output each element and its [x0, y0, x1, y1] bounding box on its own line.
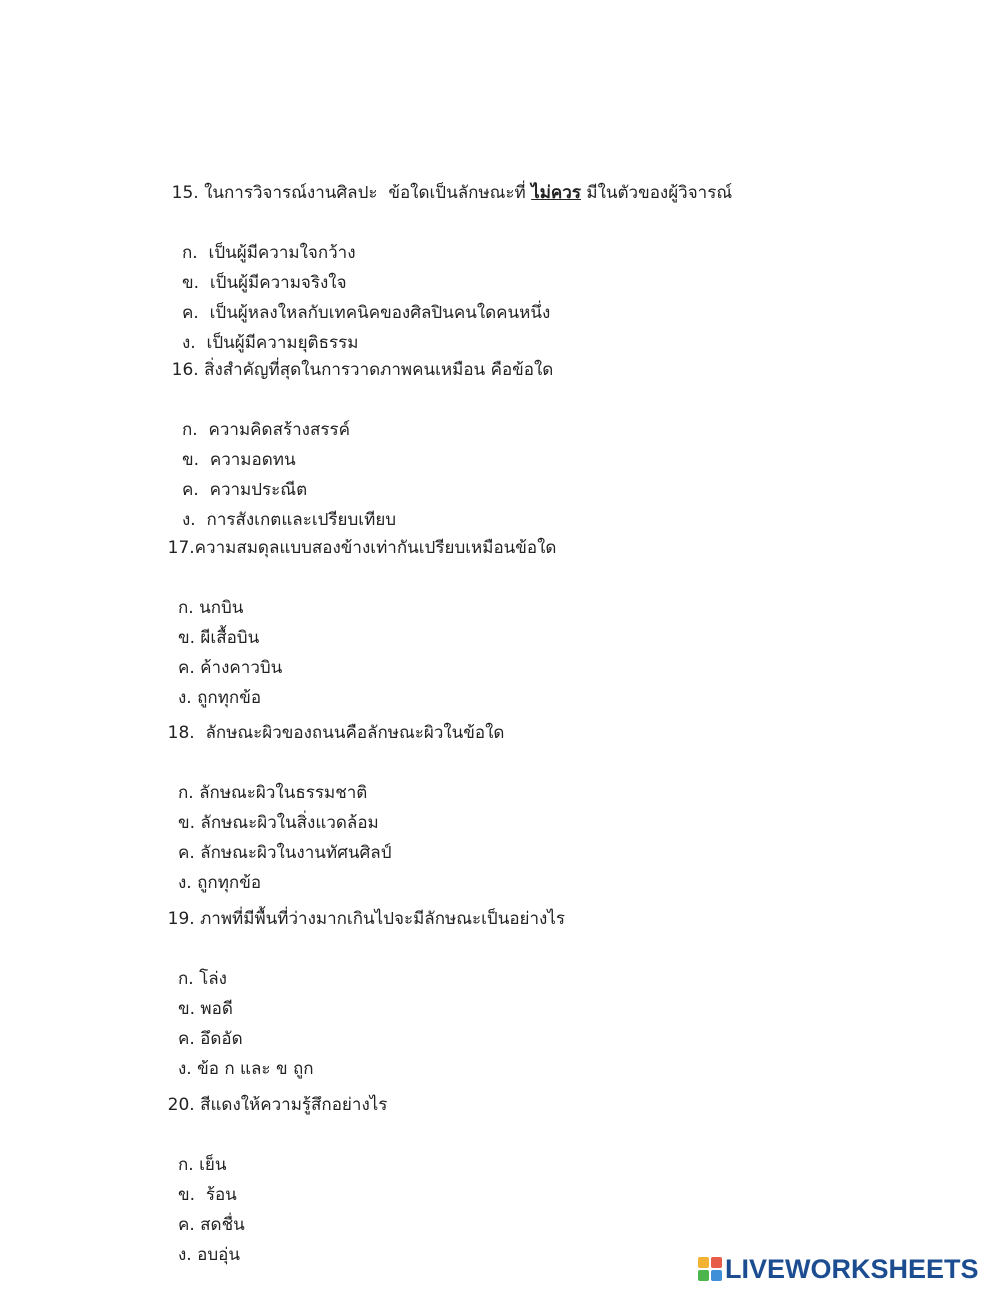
question-18	[0, 688, 1000, 898]
option-a[interactable]	[182, 415, 1000, 445]
option-c[interactable]	[178, 653, 1000, 683]
option-text: พอดี	[195, 999, 233, 1019]
question-number: 17.	[167, 538, 195, 558]
option-b[interactable]	[182, 445, 1000, 475]
option-text: ร้อน	[195, 1185, 237, 1205]
option-text: เป็นผู้มีความใจกว้าง	[197, 243, 356, 263]
option-c[interactable]	[182, 298, 1000, 328]
question-stem	[150, 148, 1000, 238]
option-b[interactable]	[178, 1180, 1000, 1210]
question-stem	[150, 325, 1000, 415]
option-text: ลักษณะผิวในธรรมชาติ	[193, 783, 368, 803]
option-text: อึดอัด	[194, 1029, 243, 1049]
option-text: ค้างคาวบิน	[194, 658, 283, 678]
option-label: ง.	[178, 688, 192, 708]
option-label: ก.	[182, 243, 198, 263]
option-text: ข้อ ก และ ข ถูก	[191, 1059, 314, 1079]
option-label: ง.	[178, 1245, 192, 1265]
option-text: เป็นผู้มีความจริงใจ	[199, 273, 347, 293]
question-text: สิ่งสำคัญที่สุดในการวาดภาพคนเหมือน คือข้อใด	[198, 360, 554, 380]
option-label: ค.	[178, 658, 195, 678]
option-label: ง.	[178, 1059, 192, 1079]
question-text: ในการวิจารณ์งานศิลปะ ข้อใดเป็นลักษณะที่	[198, 183, 532, 203]
option-text: ผีเสื้อบิน	[195, 628, 260, 648]
question-text: ความสมดุลแบบสองข้างเท่ากันเปรียบเหมือนข้อใด	[194, 538, 557, 558]
question-text: ลักษณะผิวของถนนคือลักษณะผิวในข้อใด	[194, 723, 505, 743]
question-17	[0, 503, 1000, 713]
option-text: ถูกทุกข้อ	[191, 873, 262, 893]
question-stem	[146, 874, 1000, 964]
question-stem	[146, 503, 1000, 593]
option-label: ง.	[178, 873, 192, 893]
option-text: ลักษณะผิวในสิ่งแวดล้อม	[195, 813, 379, 833]
option-text: ความอดทน	[199, 450, 296, 470]
question-text: ภาพที่มีพื้นที่ว่างมากเกินไปจะมีลักษณะเป็นอย่างไร	[194, 909, 566, 929]
option-label: ค.	[178, 1029, 195, 1049]
option-label: ก.	[178, 598, 194, 618]
option-b[interactable]	[182, 268, 1000, 298]
liveworksheets-logo-text: LIVEWORKSHEETS	[725, 1254, 979, 1284]
option-label: ง.	[182, 510, 196, 530]
option-label: ง.	[182, 333, 196, 353]
option-a[interactable]	[182, 238, 1000, 268]
option-text: อบอุ่น	[191, 1245, 240, 1265]
option-label: ค.	[182, 303, 199, 323]
option-a[interactable]	[178, 593, 1000, 623]
option-text: ความคิดสร้างสรรค์	[197, 420, 350, 440]
option-label: ข.	[182, 450, 200, 470]
liveworksheets-logo-icon	[698, 1257, 722, 1281]
option-label: ก.	[178, 969, 194, 989]
question-text-after: มีในตัวของผู้วิจารณ์	[580, 183, 733, 203]
liveworksheets-logo[interactable]	[698, 1253, 979, 1285]
question-number: 20.	[167, 1095, 195, 1115]
option-label: ค.	[182, 480, 199, 500]
question-number: 19.	[167, 909, 195, 929]
question-19	[0, 874, 1000, 1084]
option-text: นกบิน	[193, 598, 244, 618]
option-label: ค.	[178, 843, 195, 863]
question-number: 15.	[171, 183, 199, 203]
question-text: สีแดงให้ความรู้สึกอย่างไร	[194, 1095, 388, 1115]
option-a[interactable]	[178, 778, 1000, 808]
option-b[interactable]	[178, 994, 1000, 1024]
option-label: ข.	[178, 813, 196, 833]
option-c[interactable]	[182, 475, 1000, 505]
question-number: 18.	[167, 723, 195, 743]
question-number: 16.	[171, 360, 199, 380]
option-b[interactable]	[178, 623, 1000, 653]
option-text: เย็น	[193, 1155, 227, 1175]
option-c[interactable]	[178, 838, 1000, 868]
option-text: เป็นผู้หลงใหลกับเทคนิคของศิลปินคนใดคนหนึ่ง	[198, 303, 551, 323]
option-c[interactable]	[178, 1024, 1000, 1054]
option-text: ถูกทุกข้อ	[191, 688, 262, 708]
question-emphasis: ไม่ควร	[531, 183, 581, 203]
option-text: สดชื่น	[194, 1215, 245, 1235]
option-c[interactable]	[178, 1210, 1000, 1240]
option-label: ข.	[178, 1185, 196, 1205]
option-text: การสังเกตและเปรียบเทียบ	[195, 510, 397, 530]
option-label: ก.	[182, 420, 198, 440]
question-20	[0, 1060, 1000, 1270]
option-text: ลักษณะผิวในงานทัศนศิลป์	[194, 843, 392, 863]
option-label: ก.	[178, 1155, 194, 1175]
option-a[interactable]	[178, 964, 1000, 994]
option-text: โล่ง	[193, 969, 227, 989]
option-text: เป็นผู้มีความยุติธรรม	[195, 333, 359, 353]
option-b[interactable]	[178, 808, 1000, 838]
option-label: ค.	[178, 1215, 195, 1235]
option-label: ข.	[182, 273, 200, 293]
option-text: ความประณีต	[198, 480, 308, 500]
option-label: ข.	[178, 999, 196, 1019]
question-stem	[146, 688, 1000, 778]
option-a[interactable]	[178, 1150, 1000, 1180]
option-label: ข.	[178, 628, 196, 648]
question-stem	[146, 1060, 1000, 1150]
option-label: ก.	[178, 783, 194, 803]
